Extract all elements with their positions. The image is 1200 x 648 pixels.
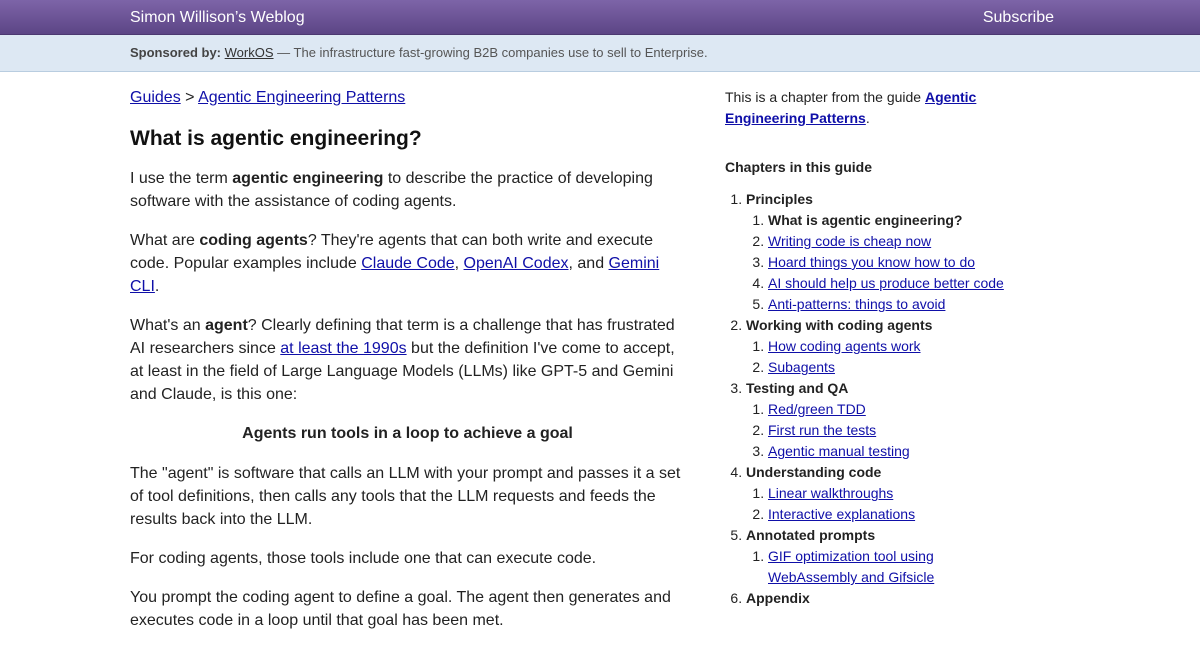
- chapter-list: [725, 189, 1015, 609]
- chapter-section-title: Principles: [746, 191, 813, 207]
- chapter-sublist: [746, 483, 1015, 525]
- breadcrumb-separator: >: [180, 89, 199, 106]
- sponsor-link[interactable]: WorkOS: [224, 45, 274, 60]
- 1990s-link[interactable]: at least the 1990s: [280, 340, 407, 357]
- chapter-link[interactable]: Writing code is cheap now: [768, 233, 932, 249]
- chapter-link[interactable]: First run the tests: [768, 422, 877, 438]
- guide-link[interactable]: Agentic Engineering Patterns: [725, 89, 977, 126]
- agent-definition: Agents run tools in a loop to achieve a goal: [242, 425, 573, 442]
- text: to describe the practice of developing software with the assistance of coding agents.: [130, 170, 653, 210]
- text: but the definition I've come to accept, at least in the field of Large Language Models (LLMs) like GPT-5 and Gemini and Claude, is this one:: [130, 340, 675, 403]
- breadcrumb: [130, 86, 685, 109]
- text: What are: [130, 232, 200, 249]
- chapter-link[interactable]: How coding agents work: [768, 338, 921, 354]
- term-agentic-engineering: agentic engineering: [232, 170, 384, 187]
- paragraph-1: [130, 167, 685, 213]
- text: ,: [454, 255, 464, 272]
- chapter-section: [746, 588, 1015, 609]
- paragraph-4: The "agent" is software that calls an LLM with your prompt and passes it a set of tool definitions, then calls any tools that the LLM requests and feeds the results back into the LLM.: [130, 465, 681, 528]
- chapter-item: [768, 399, 1015, 420]
- paragraph-3: [130, 314, 685, 406]
- text: ? They're agents that can both write and execute code. Popular examples include: [130, 232, 654, 272]
- text: This is a chapter from the guide: [725, 89, 925, 105]
- text: I use the term: [130, 170, 233, 187]
- chapter-current: What is agentic engineering?: [768, 212, 963, 228]
- text: .: [865, 110, 870, 126]
- article: [130, 86, 685, 648]
- paragraph-5: For coding agents, those tools include one that can execute code.: [130, 550, 597, 567]
- text: .: [154, 278, 160, 295]
- paragraph-2: [130, 229, 685, 298]
- chapter-section-title: Appendix: [746, 590, 810, 606]
- chapter-section-title: Understanding code: [746, 464, 882, 480]
- chapter-section-title: Working with coding agents: [746, 317, 933, 333]
- chapter-item: [768, 441, 1015, 462]
- chapter-item: [768, 483, 1015, 504]
- text: ? Clearly defining that term is a challenge that has frustrated AI researchers since: [130, 317, 675, 357]
- chapter-item: [768, 336, 1015, 357]
- chapter-sublist: [746, 336, 1015, 378]
- chapter-link[interactable]: Anti-patterns: things to avoid: [768, 296, 946, 312]
- chapter-link[interactable]: Subagents: [768, 359, 835, 375]
- chapter-item: [768, 420, 1015, 441]
- chapter-section-title: Annotated prompts: [746, 527, 876, 543]
- term-agent: agent: [205, 317, 248, 334]
- chapter-section: [746, 462, 1015, 525]
- chapters-heading: Chapters in this guide: [725, 159, 873, 175]
- subscribe-link[interactable]: Subscribe: [982, 9, 1054, 26]
- site-title-link[interactable]: Simon Willison’s Weblog: [130, 9, 305, 26]
- chapter-section: [746, 315, 1015, 378]
- openai-codex-link[interactable]: OpenAI Codex: [463, 255, 569, 272]
- chapter-link[interactable]: Interactive explanations: [768, 506, 916, 522]
- breadcrumb-guide-link[interactable]: Agentic Engineering Patterns: [198, 89, 406, 106]
- sponsor-tagline: — The infrastructure fast-growing B2B companies use to sell to Enterprise.: [277, 45, 708, 60]
- breadcrumb-guides-link[interactable]: Guides: [130, 89, 181, 106]
- chapter-link[interactable]: Linear walkthroughs: [768, 485, 894, 501]
- sponsor-banner: [0, 35, 1200, 72]
- claude-code-link[interactable]: Claude Code: [361, 255, 455, 272]
- sidebar: [725, 87, 1015, 609]
- chapter-item: [768, 210, 1015, 231]
- chapter-section: [746, 189, 1015, 315]
- site-header: [0, 0, 1200, 35]
- chapter-section: [746, 525, 1015, 588]
- chapter-link[interactable]: Agentic manual testing: [768, 443, 910, 459]
- chapter-item: [768, 294, 1015, 315]
- chapter-item: [768, 504, 1015, 525]
- paragraph-6: You prompt the coding agent to define a goal. The agent then generates and executes code in a loop until that goal has been met.: [130, 589, 671, 629]
- chapter-link[interactable]: GIF optimization tool using WebAssembly and Gifsicle: [768, 548, 935, 585]
- chapter-item: [768, 357, 1015, 378]
- chapter-section-title: Testing and QA: [746, 380, 849, 396]
- chapter-sublist: [746, 210, 1015, 315]
- chapter-item: [768, 252, 1015, 273]
- text: , and: [568, 255, 609, 272]
- chapter-sublist: [746, 399, 1015, 462]
- sponsor-label: Sponsored by:: [130, 45, 222, 60]
- chapter-link[interactable]: AI should help us produce better code: [768, 275, 1004, 291]
- gemini-cli-link[interactable]: Gemini CLI: [130, 255, 660, 295]
- page-title: What is agentic engineering?: [130, 127, 422, 150]
- text: What's an: [130, 317, 206, 334]
- chapter-link[interactable]: Hoard things you know how to do: [768, 254, 976, 270]
- term-coding-agents: coding agents: [199, 232, 308, 249]
- chapter-link[interactable]: Red/green TDD: [768, 401, 866, 417]
- chapter-item: [768, 231, 1015, 252]
- chapter-item: [768, 546, 1015, 588]
- chapter-section: [746, 378, 1015, 462]
- chapter-sublist: [746, 546, 1015, 588]
- sidebar-intro: [725, 87, 1015, 129]
- chapter-item: [768, 273, 1015, 294]
